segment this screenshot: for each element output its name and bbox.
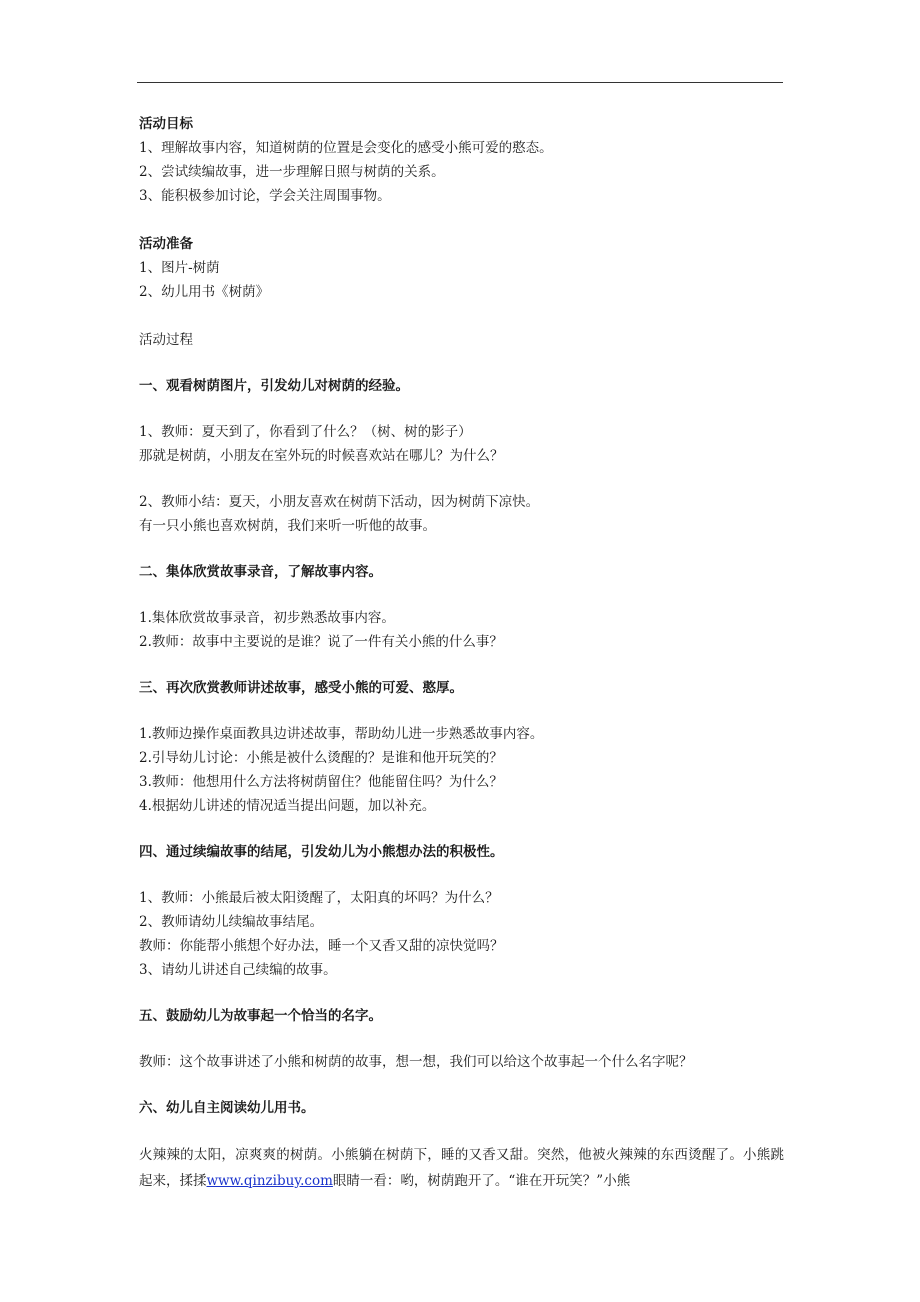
document-body: [139, 112, 789, 1194]
goal-item-1: 1、理解故事内容，知道树荫的位置是会变化的感受小熊可爱的憨态。: [139, 140, 553, 156]
prep-heading: 活动准备: [139, 236, 193, 252]
section-2-item-1: 1.集体欣赏故事录音，初步熟悉故事内容。: [139, 610, 395, 626]
section-5-heading: 五、鼓励幼儿为故事起一个恰当的名字。: [139, 1008, 382, 1024]
prep-item-1: 1、图片-树荫: [139, 260, 220, 276]
process-heading: 活动过程: [139, 332, 193, 348]
section-6-heading: 六、幼儿自主阅读幼儿用书。: [139, 1100, 315, 1116]
goal-item-3: 3、能积极参加讨论，学会关注周围事物。: [139, 188, 391, 204]
section-2-heading: 二、集体欣赏故事录音，了解故事内容。: [139, 564, 382, 580]
section-4-item-4: 3、请幼儿讲述自己续编的故事。: [139, 962, 337, 978]
section-4-item-1: 1、教师：小熊最后被太阳烫醒了，太阳真的坏吗？为什么？: [139, 890, 499, 906]
story-text-before: 火辣辣的太阳，凉爽爽的树荫。小熊躺在树荫下，睡的又香又甜。突然，他被火辣辣的东西烫醒了。小熊跳起来，揉揉: [139, 1147, 784, 1189]
section-1-heading: 一、观看树荫图片，引发幼儿对树荫的经验。: [139, 378, 409, 394]
section-2-item-2: 2.教师：故事中主要说的是谁？说了一件有关小熊的什么事？: [139, 634, 503, 650]
section-3-item-3: 3.教师：他想用什么方法将树荫留住？他能留住吗？为什么？: [139, 774, 503, 790]
section-3-heading: 三、再次欣赏教师讲述故事，感受小熊的可爱、憨厚。: [139, 680, 463, 696]
section-3-item-4: 4.根据幼儿讲述的情况适当提出问题，加以补充。: [139, 798, 436, 814]
section-1-line-2: 那就是树荫，小朋友在室外玩的时候喜欢站在哪儿？为什么？: [139, 448, 504, 464]
story-paragraph: [139, 1142, 784, 1194]
header-rule: [137, 82, 783, 83]
section-1-line-3: 2、教师小结：夏天，小朋友喜欢在树荫下活动，因为树荫下凉快。: [139, 494, 540, 510]
section-4-heading: 四、通过续编故事的结尾，引发幼儿为小熊想办法的积极性。: [139, 844, 504, 860]
website-link[interactable]: www.qinzibuy.com: [206, 1173, 333, 1189]
prep-item-2: 2、幼儿用书《树荫》: [139, 284, 270, 300]
section-3-item-1: 1.教师边操作桌面教具边讲述故事，帮助幼儿进一步熟悉故事内容。: [139, 726, 544, 742]
section-4-item-2: 2、教师请幼儿续编故事结尾。: [139, 914, 324, 930]
story-text-after: 眼睛一看：哟，树荫跑开了。“谁在开玩笑？”小熊: [332, 1173, 631, 1189]
section-4-item-3: 教师：你能帮小熊想个好办法，睡一个又香又甜的凉快觉吗？: [139, 938, 504, 954]
section-1-line-1: 1、教师：夏天到了，你看到了什么？（树、树的影子）: [139, 424, 472, 440]
goal-item-2: 2、尝试续编故事，进一步理解日照与树荫的关系。: [139, 164, 445, 180]
goals-heading: 活动目标: [139, 116, 193, 132]
section-1-line-4: 有一只小熊也喜欢树荫，我们来听一听他的故事。: [139, 518, 436, 534]
section-3-item-2: 2.引导幼儿讨论：小熊是被什么烫醒的？是谁和他开玩笑的？: [139, 750, 503, 766]
section-5-text: 教师：这个故事讲述了小熊和树荫的故事，想一想，我们可以给这个故事起一个什么名字呢？: [139, 1054, 693, 1070]
